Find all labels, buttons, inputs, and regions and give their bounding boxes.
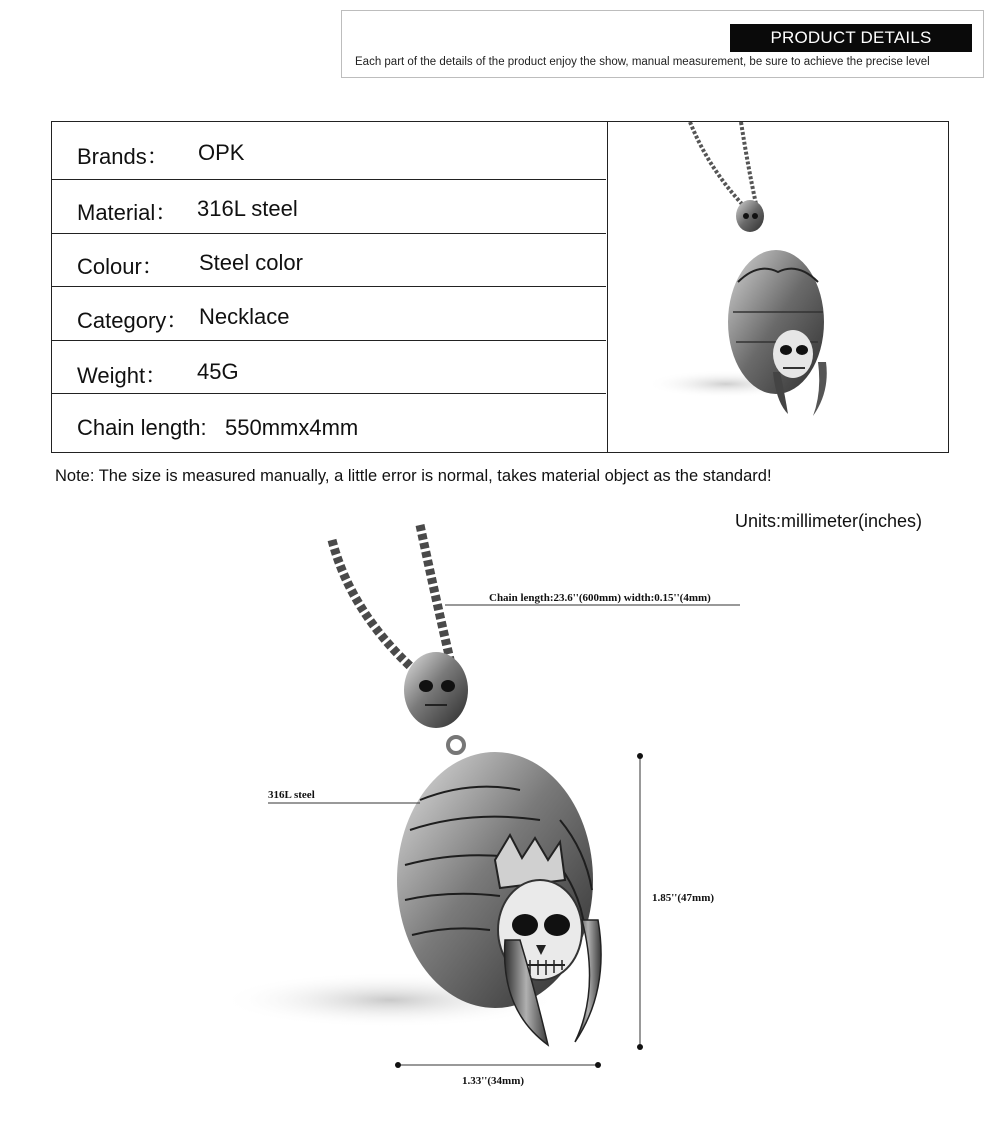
spec-key: Colour： — [77, 254, 164, 279]
height-annotation: 1.85''(47mm) — [652, 892, 715, 904]
pendant-shadow — [220, 972, 560, 1028]
feather-left — [505, 940, 548, 1045]
feather-right — [575, 920, 601, 1042]
spec-value: OPK — [198, 140, 245, 165]
spec-row-brand — [52, 122, 606, 180]
units-label: Units:millimeter(inches) — [734, 511, 922, 531]
spec-key: Brands： — [77, 144, 169, 169]
skull-face — [498, 880, 582, 980]
measurement-note: Note: The size is measured manually, a little error is normal, takes material object as the standard! — [55, 467, 772, 485]
spec-row-category — [52, 287, 606, 341]
spec-value: Necklace — [199, 304, 290, 329]
spec-row-chain-length — [52, 394, 606, 452]
product-details-header — [341, 10, 984, 78]
product-details-badge: PRODUCT DETAILS — [730, 24, 972, 52]
header-subtitle: Each part of the details of the product enjoy the show, manual measurement, be sure to achieve the precise level — [355, 56, 930, 68]
spec-value: 550mmx4mm — [225, 415, 359, 440]
headdress — [397, 752, 593, 1008]
spec-value: 45G — [197, 359, 239, 384]
spec-key: Weight： — [77, 363, 168, 388]
spec-key: Chain length: — [77, 415, 207, 440]
spec-key: Material： — [77, 200, 178, 225]
spec-value: 316L steel — [197, 196, 298, 221]
spec-row-colour — [52, 234, 606, 287]
pendant-thumbnail-image — [608, 122, 948, 452]
chain-right — [420, 525, 452, 668]
width-annotation: 1.33''(34mm) — [462, 1075, 525, 1087]
chain-left — [332, 540, 412, 668]
spec-list — [52, 122, 607, 452]
spec-value: Steel color — [199, 250, 303, 275]
spec-row-material — [52, 180, 606, 234]
spec-row-weight — [52, 341, 606, 394]
spec-table — [51, 121, 949, 453]
material-annotation: 316L steel — [268, 789, 315, 801]
bail-skull — [404, 652, 468, 728]
spec-key: Category： — [77, 308, 189, 333]
product-thumbnail — [607, 122, 948, 452]
chain-annotation: Chain length:23.6''(600mm) width:0.15''(4mm) — [489, 592, 711, 604]
